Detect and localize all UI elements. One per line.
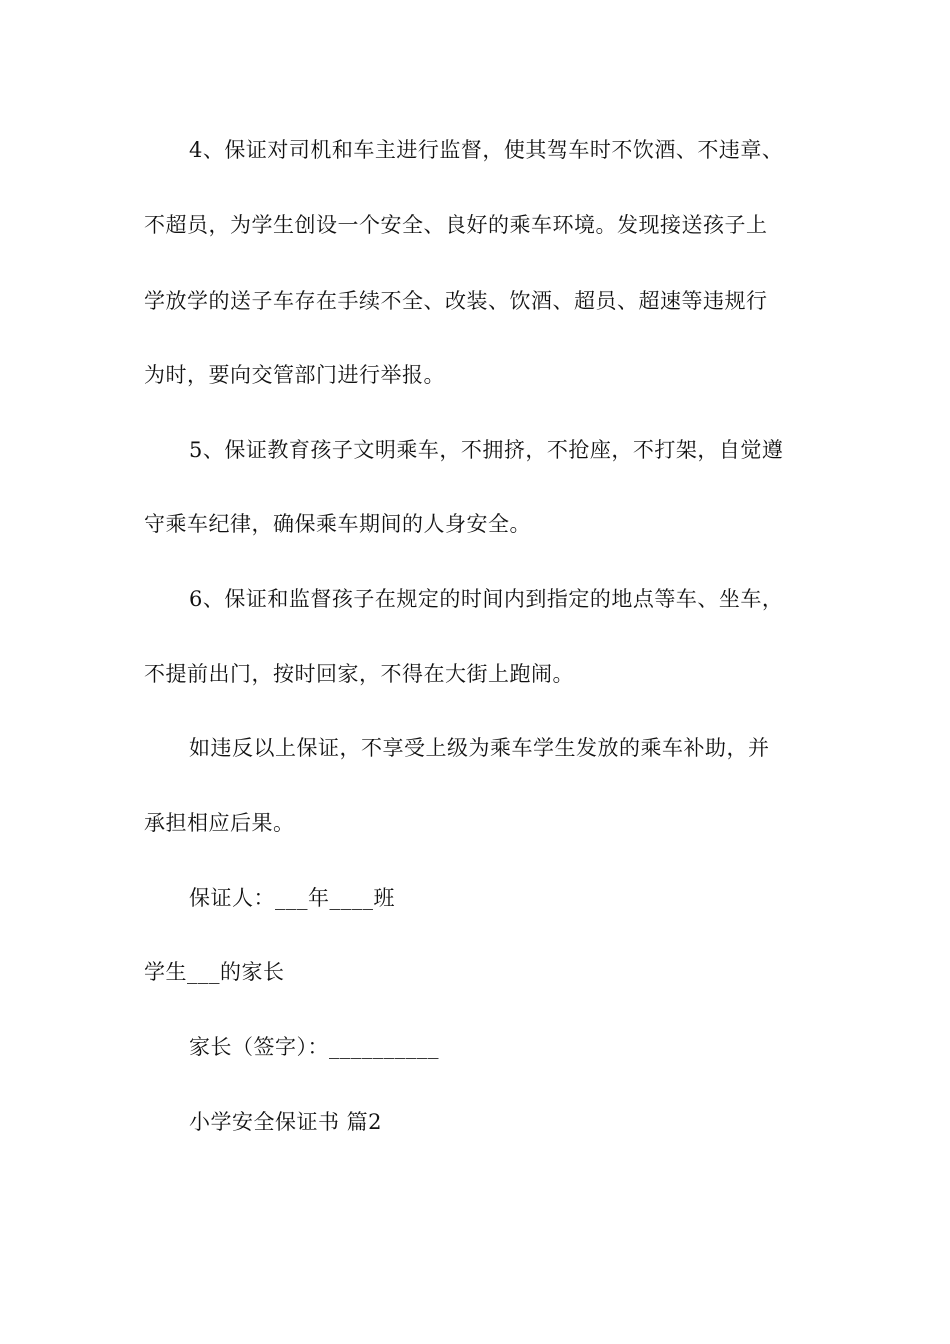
section-heading: 小学安全保证书 篇2 xyxy=(189,1110,383,1134)
paragraph-5-line-1: 5、保证教育孩子文明乘车，不拥挤，不抢座，不打架，自觉遵 xyxy=(189,438,784,462)
guarantor-line: 保证人：___年____班 xyxy=(189,886,395,910)
paragraph-5-line-2: 守乘车纪律，确保乘车期间的人身安全。 xyxy=(144,512,531,536)
parent-of-student-line: 学生___的家长 xyxy=(144,960,285,984)
paragraph-4-line-1: 4、保证对司机和车主进行监督，使其驾车时不饮酒、不违章、 xyxy=(189,138,784,162)
paragraph-4-line-2: 不超员，为学生创设一个安全、良好的乘车环境。发现接送孩子上 xyxy=(144,213,768,237)
violation-clause-line-2: 承担相应后果。 xyxy=(144,811,295,835)
paragraph-4-line-3: 学放学的送子车存在手续不全、改装、饮酒、超员、超速等违规行 xyxy=(144,289,768,313)
paragraph-6-line-2: 不提前出门，按时回家，不得在大街上跑闹。 xyxy=(144,662,574,686)
paragraph-6-line-1: 6、保证和监督孩子在规定的时间内到指定的地点等车、坐车， xyxy=(189,587,784,611)
parent-signature-line: 家长（签字）：__________ xyxy=(189,1035,439,1059)
violation-clause-line-1: 如违反以上保证，不享受上级为乘车学生发放的乘车补助，并 xyxy=(189,736,770,760)
paragraph-4-line-4: 为时，要向交管部门进行举报。 xyxy=(144,363,445,387)
